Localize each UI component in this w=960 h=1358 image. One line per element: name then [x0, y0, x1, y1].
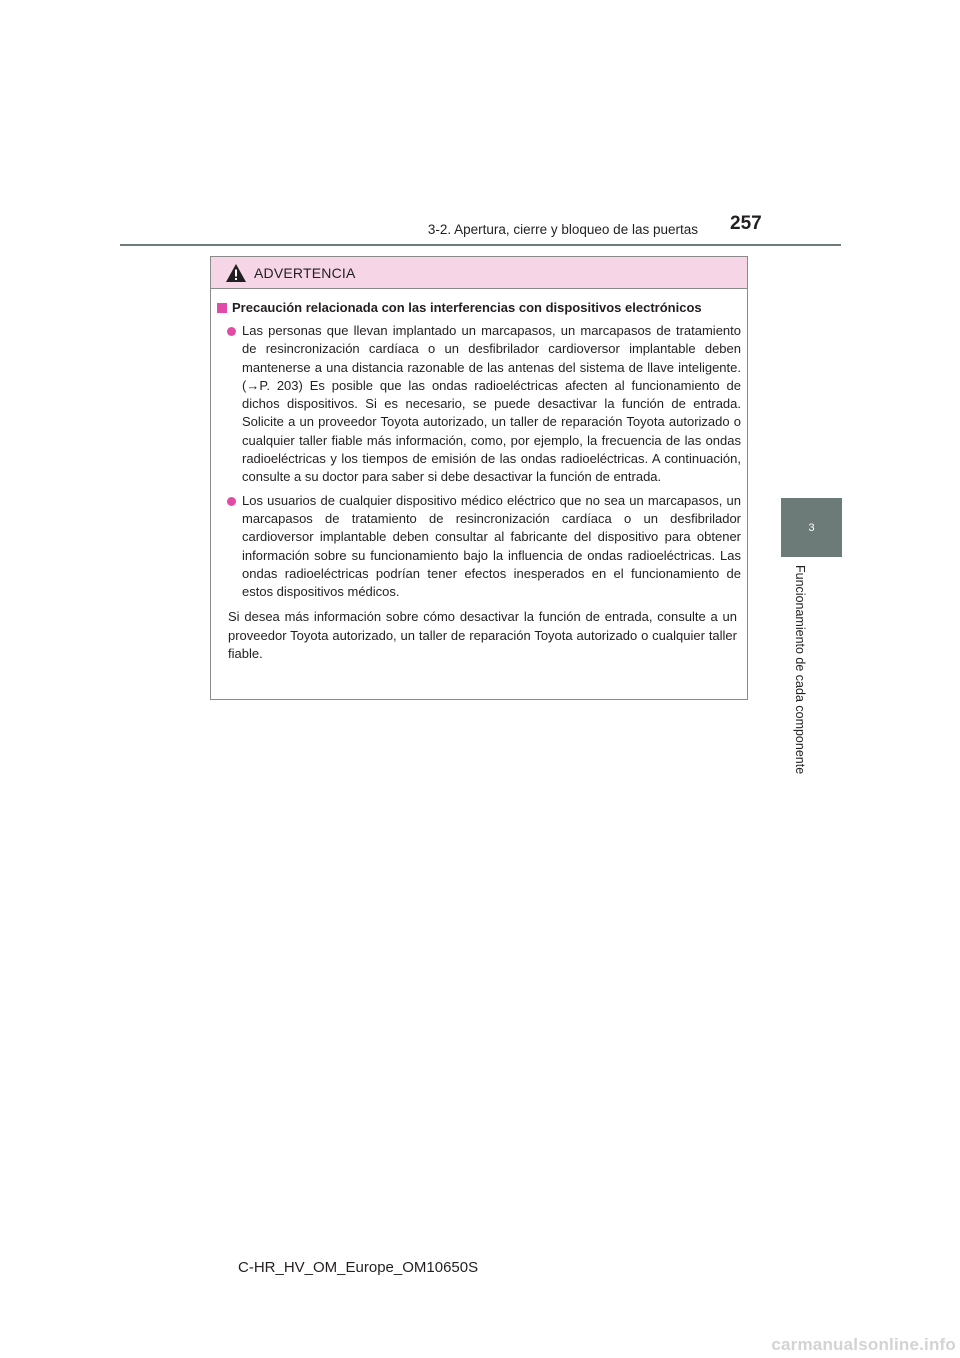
- list-item: [217, 322, 741, 487]
- warning-triangle-icon: [225, 263, 247, 283]
- circle-bullet-icon: [227, 497, 236, 506]
- square-bullet-icon: [217, 303, 227, 313]
- page-number: 257: [730, 213, 762, 234]
- circle-bullet-icon: [227, 327, 236, 336]
- list-item-text: Las personas que llevan implantado un marcapasos, un marcapasos de tratamiento de resincronización cardíaca o un desfibrilador cardioversor implantable deben mantenerse a una distancia razonable de las antenas del sistema de llave inteligente. (→P. 203) Es posible que las ondas radioeléctricas afecten al funcionamiento de dichos dispositivos. Si es necesario, se puede desactivar la función de entrada. Solicite a un proveedor Toyota autorizado, un taller de reparación Toyota autorizado o cualquier taller fiable más información, como, por ejemplo, la frecuencia de las ondas radioeléctricas y los tiempos de emisión de las ondas radioeléctricas. A continuación, consulte a su doctor para saber si debe desactivar la función de entrada.: [242, 323, 741, 485]
- watermark: carmanualsonline.info: [771, 1335, 956, 1354]
- document-code: C-HR_HV_OM_Europe_OM10650S: [238, 1259, 479, 1276]
- section-heading: [217, 299, 741, 317]
- closing-paragraph: Si desea más información sobre cómo desactivar la función de entrada, consulte a un proveedor Toyota autorizado, un taller de reparación Toyota autorizado o cualquier taller fiable.: [228, 609, 737, 662]
- chapter-tab: [781, 498, 842, 557]
- header-divider: [120, 244, 841, 246]
- list-item-text: Los usuarios de cualquier dispositivo médico eléctrico que no sea un marcapasos, un marcapasos de tratamiento de resincronización cardíaca o un desfibrilador cardioversor implantable deben consultar al fabricante del dispositivo para obtener información sobre su funcionamiento bajo la influencia de ondas radioeléctricas. Las ondas radioeléctricas podrían tener efectos inesperados en el funcionamiento de estos dispositivos médicos.: [242, 492, 741, 600]
- warning-body: [211, 289, 747, 663]
- warning-title: ADVERTENCIA: [254, 264, 356, 281]
- section-heading-text: Precaución relacionada con las interferencias con dispositivos electrónicos: [232, 300, 702, 315]
- chapter-number: 3: [808, 521, 815, 534]
- list-item: [217, 492, 741, 602]
- chapter-label: Funcionamiento de cada componente: [793, 565, 807, 775]
- section-title: 3-2. Apertura, cierre y bloqueo de las puertas: [427, 222, 698, 237]
- warning-header: [211, 257, 747, 289]
- warning-box: [210, 256, 748, 700]
